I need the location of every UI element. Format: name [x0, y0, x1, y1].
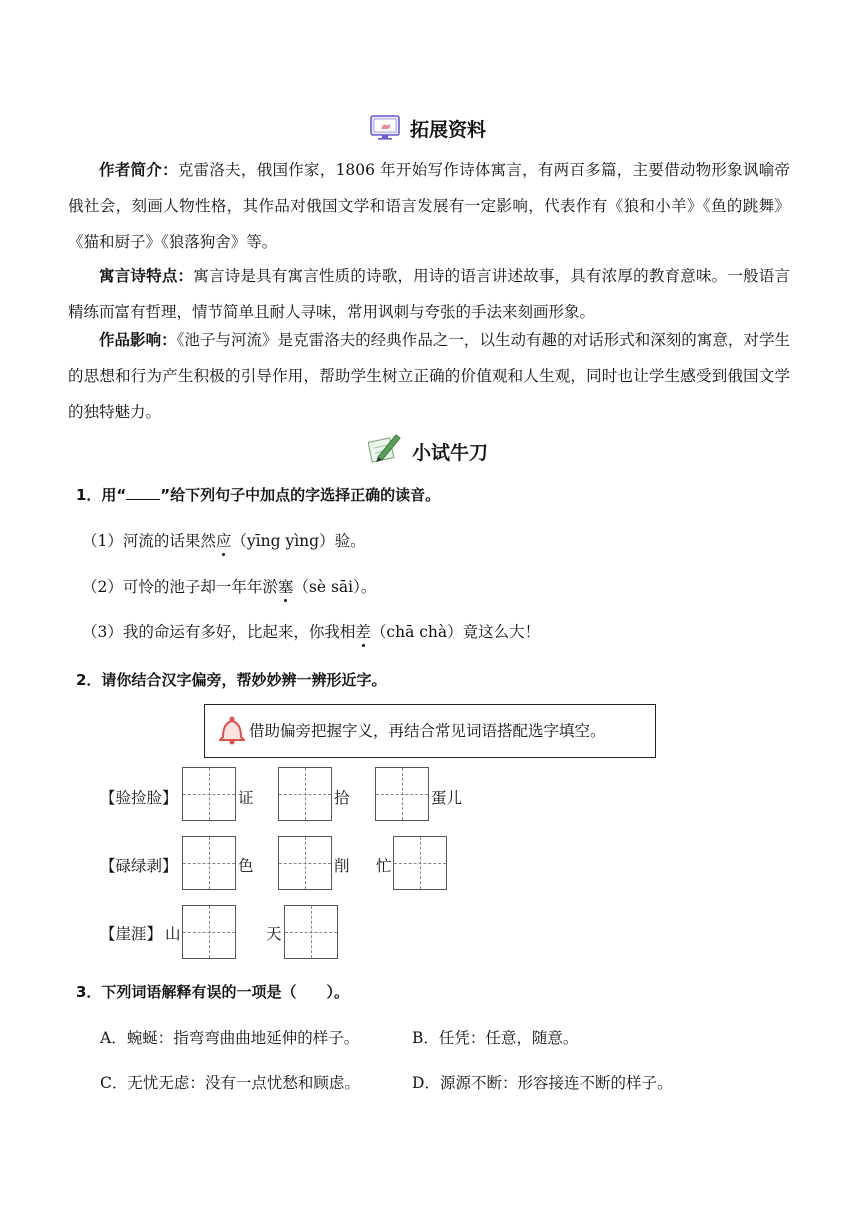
option-c [100, 1071, 360, 1093]
question-1-item-3 [82, 620, 540, 642]
word-suffix: 蛋儿 [431, 789, 463, 807]
tip-text: 借助偏旁把握字义，再结合常见词语搭配选字填空。 [249, 722, 606, 740]
section-title: 小试牛刀 [412, 442, 489, 464]
fable-poem-features-paragraph [68, 258, 790, 330]
screen-hand-icon [370, 114, 400, 140]
paragraph-text: 克雷洛夫，俄国作家，1806 年开始写作诗体寓言，有两百多篇，主要借动物形象讽喻帝俄社会，刻画人物性格，其作品对俄国文学和语言发展有一定影响，代表作有《狼和小羊》《鱼的跳舞》《猫和厨子》《狼落狗舍》等。 [68, 161, 790, 251]
dotted-character: 应 [216, 529, 232, 551]
writing-grid-box[interactable] [182, 905, 236, 959]
item-number: （2） [82, 578, 123, 596]
writing-grid-box[interactable] [375, 767, 429, 821]
option-letter: D． [412, 1074, 440, 1092]
writing-grid-box[interactable] [182, 767, 236, 821]
writing-grid-box[interactable] [182, 836, 236, 890]
dotted-character: 差 [355, 620, 371, 642]
option-text: 源源不断：形容接连不断的样子。 [439, 1074, 673, 1092]
char-group-label: 【崖涯】 [100, 925, 163, 943]
item-number: （3） [82, 623, 123, 641]
section-title: 拓展资料 [410, 119, 487, 141]
answer-blank-line [126, 485, 160, 500]
paragraph-text: 《池子与河流》是克雷洛夫的经典作品之一，以生动有趣的对话形式和深刻的寓意，对学生的思想和行为产生积极的引导作用，帮助学生树立正确的价值观和人生观，同时也让学生感受到俄国文学的独特魅力。 [68, 331, 790, 421]
item-number: （1） [82, 532, 123, 550]
option-text: 任凭：任意，随意。 [438, 1029, 579, 1047]
option-letter: C． [100, 1074, 128, 1092]
pinyin-options: （yīng yìng）验。 [231, 532, 366, 550]
option-d [412, 1071, 672, 1093]
item-text: 河流的话果然 [122, 532, 216, 550]
writing-grid-box[interactable] [278, 767, 332, 821]
word-prefix: 天 [266, 925, 282, 943]
question-1-prefix: 1．用“ [76, 486, 127, 504]
dotted-character: 塞 [278, 575, 294, 597]
word-suffix: 削 [334, 857, 350, 875]
word-prefix: 山 [165, 925, 181, 943]
work-influence-paragraph [68, 322, 790, 430]
word-suffix: 色 [238, 857, 254, 875]
question-1-item-2 [82, 575, 376, 597]
paragraph-label: 作品影响： [99, 331, 177, 349]
author-intro-paragraph [68, 152, 790, 260]
pinyin-options: （sè sāi）。 [293, 578, 377, 596]
question-3-title: 3．下列词语解释有误的一项是（ ）。 [76, 983, 349, 1001]
question-2-title: 2．请你结合汉字偏旁，帮妙妙辨一辨形近字。 [76, 671, 387, 689]
question-1-suffix: ”给下列句子中加点的字选择正确的读音。 [160, 486, 441, 504]
word-prefix: 忙 [376, 857, 392, 875]
word-suffix: 证 [238, 789, 254, 807]
pen-writing-icon [368, 430, 402, 464]
paragraph-label: 作者简介： [99, 161, 178, 179]
pinyin-options: （chā chà）竟这么大！ [370, 623, 541, 641]
question-1-item-1 [82, 529, 366, 551]
option-text: 蜿蜒：指弯弯曲曲地延伸的样子。 [126, 1029, 360, 1047]
question-1-title [76, 484, 440, 505]
section-header-practice [368, 430, 528, 464]
option-b [412, 1026, 578, 1048]
writing-grid-box[interactable] [284, 905, 338, 959]
option-a [100, 1026, 359, 1048]
paragraph-label: 寓言诗特点： [99, 267, 194, 285]
option-text: 无忧无虑：没有一点忧愁和顾虑。 [127, 1074, 360, 1092]
paragraph-text: 寓言诗是具有寓言性质的诗歌，用诗的语言讲述故事，具有浓厚的教育意味。一般语言精练而富有哲理，情节简单且耐人寻味，常用讽刺与夸张的手法来刻画形象。 [68, 267, 790, 321]
item-text: 我的命运有多好，比起来，你我相 [122, 623, 356, 641]
tip-box [204, 704, 656, 758]
char-group-label: 【碌绿剥】 [100, 857, 178, 875]
option-letter: B． [412, 1029, 439, 1047]
item-text: 可怜的池子却一年年淤 [122, 578, 278, 596]
option-letter: A． [100, 1029, 127, 1047]
bell-icon [219, 715, 245, 745]
writing-grid-box[interactable] [278, 836, 332, 890]
writing-grid-box[interactable] [393, 836, 447, 890]
section-header-resources [370, 114, 530, 142]
word-suffix: 拾 [334, 789, 350, 807]
char-group-label: 【验捡脸】 [100, 789, 178, 807]
